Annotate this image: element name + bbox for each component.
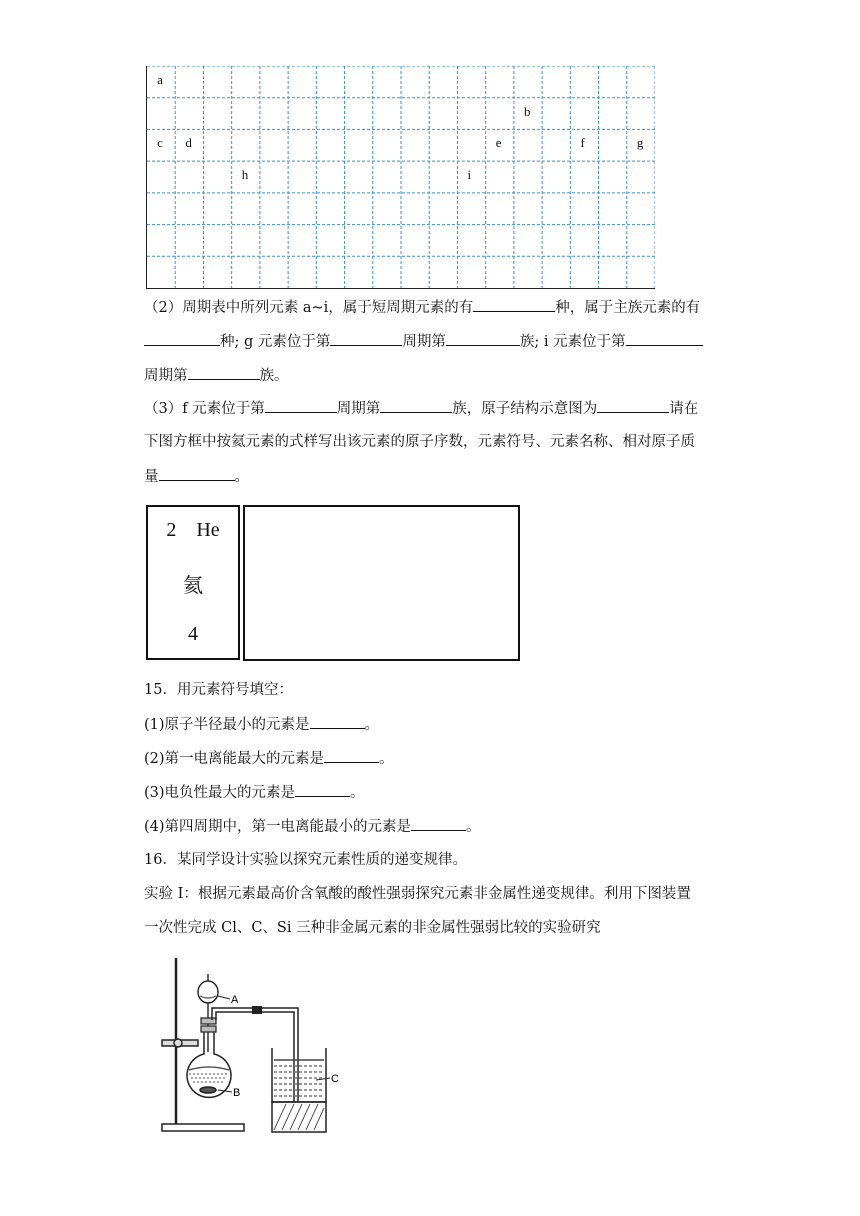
answer-blank [446,331,520,346]
q16-title: 16．某同学设计实验以探究元素性质的递变规律。 [144,852,467,868]
q15-item-3-text: (3)电负性最大的元素是 [144,785,296,801]
beaker [272,1048,326,1102]
element-label-g: g [636,135,644,151]
q3-text-1b: 周期第 [336,401,381,417]
element-label-c: c [157,135,163,151]
helium-sample-box [146,505,240,660]
q15-item-3 [144,782,365,803]
label-c-leader [316,1078,330,1080]
tube-clip [252,1006,262,1014]
answer-blank [265,398,337,413]
element-label-h: h [241,167,249,182]
period-mark: 。 [379,751,394,767]
period-mark: 。 [350,785,365,801]
answer-blank [411,816,466,831]
period-mark: 。 [364,717,380,733]
q15-item-2-text: (2)第一电离能最大的元素是 [144,751,325,767]
he-name: 氦 [183,573,203,597]
q16-line-2: 一次性完成 Cl、C、Si 三种非金属元素的非金属性强弱比较的实验研究 [144,920,601,936]
answer-box [243,505,520,661]
beaker-stand [272,1102,326,1132]
periodic-table-grid [146,66,655,289]
q15-item-4-text: (4)第四周期中，第一电离能最小的元素是 [144,819,412,835]
q3-text-1c: 族，原子结构示意图为 [452,401,598,417]
q2-text-3b: 族。 [259,368,289,384]
label-b: B [233,1087,241,1099]
q15-item-2 [144,748,394,769]
answer-blank [473,297,555,312]
q15-title: 15．用元素符号填空： [144,682,293,698]
answer-blank [324,748,379,763]
q2-text-2c: 族; i 元素位于第 [519,334,626,350]
q3-text-1d: 请在 [669,401,699,417]
clamp [162,1039,198,1047]
element-label-f: f [580,135,585,151]
answer-blank [188,365,260,380]
element-label-d: d [185,135,192,151]
answer-blank [144,331,220,346]
period-mark: 。 [466,819,481,835]
answer-blank [310,714,365,729]
answer-blank [380,398,452,413]
q3-text-3b: 。 [234,469,249,485]
q2-line-1 [144,297,700,318]
q2-line-3 [144,365,289,386]
element-label-i: i [467,167,472,182]
q2-line-2 [144,331,703,352]
q3-line-3 [144,466,249,487]
he-atomic-number: 2 [166,519,177,541]
q3-text-3a: 量 [144,469,159,485]
grid-lines [147,66,655,288]
answer-blank [597,398,669,413]
answer-blank [626,331,703,346]
q2-text-1a: （2）周期表中所列元素 a~i，属于短周期元素的有 [144,300,474,316]
q2-text-2a: 种; g 元素位于第 [220,334,331,350]
delivery-tube [212,1008,298,1102]
he-number-symbol [148,519,238,542]
element-label-a: a [157,71,163,87]
q3-text-1a: （3）f 元素位于第 [144,401,265,417]
q2-text-1b: 种，属于主族元素的有 [555,300,701,316]
q3-line-1 [144,398,698,419]
q3-line-2: 下图方框中按氦元素的式样写出该元素的原子序数，元素符号、元素名称、相对原子质 [144,434,695,450]
q2-text-3a: 周期第 [144,368,188,384]
answer-blank [295,782,350,797]
answer-blank [330,331,402,346]
element-label-b: b [524,103,531,119]
he-mass: 4 [188,623,198,645]
q15-item-1 [144,714,379,735]
q2-text-2b: 周期第 [402,334,446,350]
experiment-apparatus-figure [156,952,356,1142]
answer-blank [159,466,235,481]
q16-line-1: 实验 I：根据元素最高价含氧酸的酸性强弱探究元素非金属性递变规律。利用下图装置 [144,886,691,902]
he-symbol: He [196,519,220,541]
element-label-e: e [495,135,502,151]
stand-base [162,1124,244,1131]
q15-item-4 [144,816,481,837]
label-a: A [231,994,239,1006]
label-a-leader [218,996,230,999]
q15-item-1-text: (1)原子半径最小的元素是 [144,717,310,733]
separatory-funnel [198,974,218,1052]
label-c: C [331,1073,339,1085]
